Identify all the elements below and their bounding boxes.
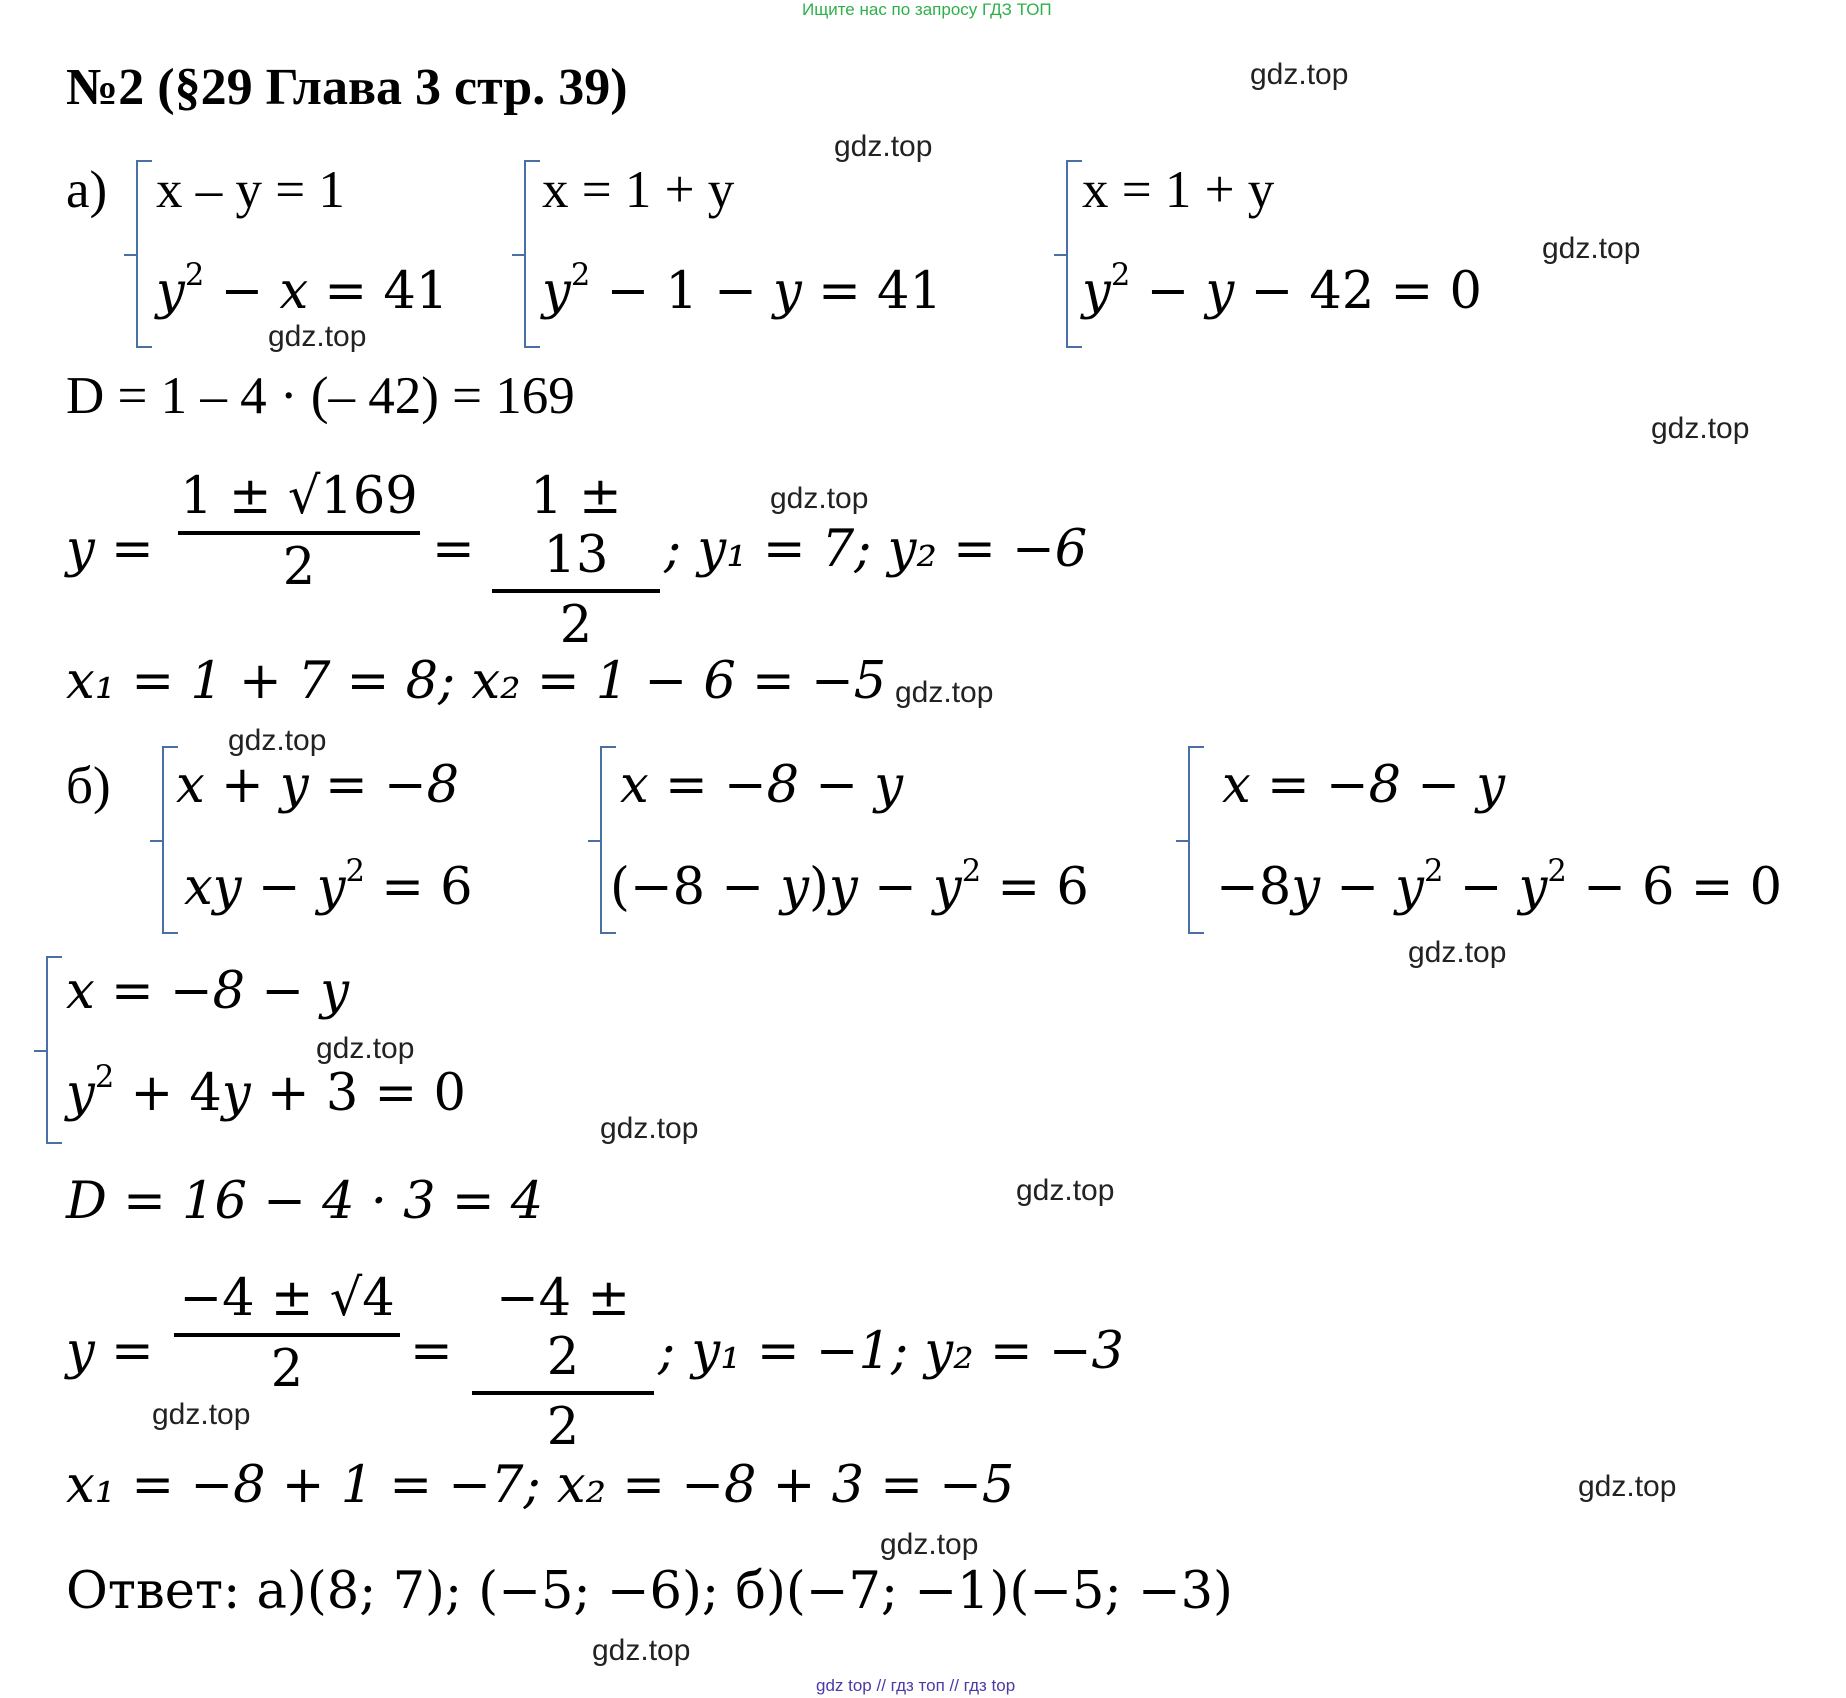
system-brace [136,160,152,348]
equals: = [432,520,475,579]
equation: $y^2 + 4y + 3 = 0$ [66,1060,466,1123]
watermark: gdz.top [1250,58,1349,91]
equation: x = 1 + y [542,161,735,219]
equation: x + y = −8 [176,756,460,815]
system-brace [1188,746,1204,934]
system-brace [524,160,540,348]
equation: x = −8 − y [620,756,904,815]
watermark: gdz.top [592,1634,691,1667]
fraction-bar [492,589,660,593]
denominator: 2 [282,537,316,597]
equation: $(-8 - y)y - y^2 = 6$ [610,854,1089,917]
denominator: 2 [546,1398,580,1458]
equation: x = −8 − y [1222,756,1506,815]
y-label: y = [66,1322,154,1381]
equation: $y^2 - x = 41$ [156,258,449,321]
numerator: −4 ± √4 [179,1269,395,1328]
roots: ; y₁ = 7; y₂ = −6 [664,520,1088,579]
search-hint: Ищите нас по запросу ГДЗ ТОП [802,0,1052,19]
numerator: 1 ± 13 [530,467,622,585]
numerator: 1 ± √169 [180,467,418,526]
equation: x = −8 − y [66,962,350,1021]
equation: $y^2 - y - 42 = 0$ [1082,258,1482,321]
fraction [472,1270,654,1458]
numerator: −4 ± 2 [495,1269,631,1387]
watermark: gdz.top [1408,936,1507,969]
x-values: x₁ = 1 + 7 = 8; x₂ = 1 − 6 = −5 [66,652,887,711]
system-brace [1066,160,1082,348]
discriminant: D = 1 – 4 · (– 42) = 169 [66,367,575,425]
equation: x = 1 + y [1082,161,1275,219]
x-values: x₁ = −8 + 1 = −7; x₂ = −8 + 3 = −5 [66,1456,1015,1515]
watermark: gdz.top [228,724,327,757]
answer: Ответ: а)(8; 7); (−5; −6); б)(−7; −1)(−5; −3) [66,1562,1233,1621]
watermark: gdz.top [1651,412,1750,445]
equation: $-8y - y^2 - y^2 - 6 = 0$ [1216,854,1783,917]
watermark: gdz.top [600,1112,699,1145]
page-title: №2 (§29 Глава 3 стр. 39) [66,59,628,116]
fraction [174,1270,400,1399]
watermark: gdz.top [1542,232,1641,265]
watermark: gdz.top [1016,1174,1115,1207]
y-label: y = [66,520,154,579]
fraction [492,468,660,656]
fraction-bar [174,1333,400,1337]
watermark: gdz.top [152,1398,251,1431]
system-brace [46,956,62,1144]
fraction-bar [178,531,420,535]
fraction-bar [472,1391,654,1395]
watermark: gdz.top [770,482,869,515]
equation: x – y = 1 [156,161,345,219]
equation: xy − $y^2 = 6$ [184,854,473,917]
watermark: gdz.top [895,676,994,709]
part-a-label: а) [66,161,108,219]
equation: $y^2 - 1 - y = 41$ [542,258,942,321]
watermark: gdz.top [316,1032,415,1065]
discriminant: D = 16 − 4 · 3 = 4 [66,1172,544,1231]
roots: ; y₁ = −1; y₂ = −3 [658,1322,1124,1381]
watermark: gdz.top [880,1528,979,1561]
denominator: 2 [559,596,593,656]
part-b-label: б) [66,757,111,815]
denominator: 2 [270,1339,304,1399]
watermark: gdz.top [834,130,933,163]
footer-note: gdz top // гдз топ // гдз top [816,1676,1016,1695]
fraction [178,468,420,597]
watermark: gdz.top [268,320,367,353]
watermark: gdz.top [1578,1470,1677,1503]
equals: = [410,1322,453,1381]
